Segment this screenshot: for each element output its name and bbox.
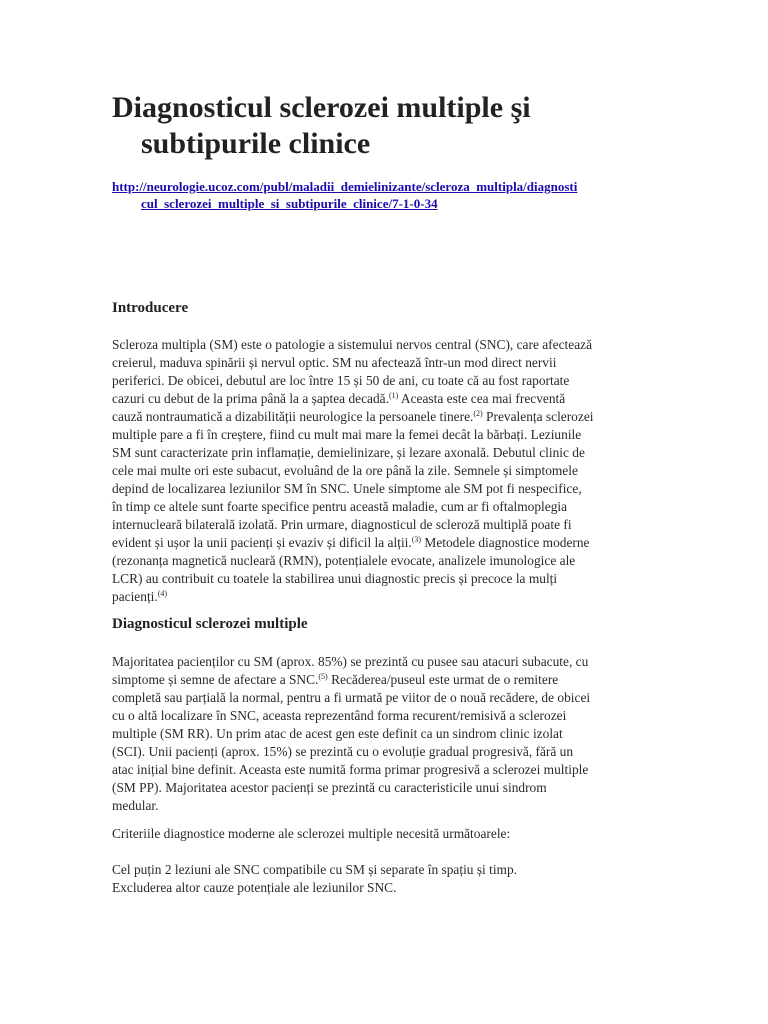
- text-line: creierul, maduva spinării și nervul optic. SM nu afectează într-un mod direct nervii: [112, 355, 557, 370]
- text-fragment: evident și ușor la unii pacienți și evaziv și dificil la alții.: [112, 535, 412, 550]
- text-fragment: cazuri cu debut de la prima până la a șaptea decadă.: [112, 391, 389, 406]
- reference-marker: (1): [388, 391, 399, 400]
- text-line: completă sau parțială la normal, pentru a fi urmată pe viitor de o nouă recădere, de obicei: [112, 690, 591, 705]
- text-line: multiple (SM RR). Un prim atac de acest gen este definit ca un sindrom clinic izolat: [112, 726, 563, 741]
- text-line: cele mai multe ori este subacut, evoluând de la ore până la zile. Semnele și simptomele: [112, 463, 578, 478]
- reference-marker: (4): [157, 589, 168, 598]
- title-line-1: Diagnosticul sclerozei multiple şi: [112, 91, 531, 124]
- reference-marker: (2): [473, 409, 483, 418]
- criteria-list: [112, 861, 657, 897]
- text-line: (SM PP). Majoritatea acestor pacienți se prezintă cu caracteristicile unui sindrom: [112, 780, 547, 795]
- text-line: internucleară bilaterală izolată. Prin urmare, diagnosticul de scleroză multiplă poate fi: [112, 517, 572, 532]
- text-line: Scleroza multipla (SM) este o patologie a sistemului nervos central (SNC), care afectează: [112, 337, 593, 352]
- text-line: Excluderea altor cauze potențiale ale leziunilor SNC.: [112, 880, 397, 895]
- text-line: atac inițial bine definit. Aceasta este numită forma primar progresivă a sclerozei multiple: [112, 762, 589, 777]
- text-line: (rezonanța magnetică nucleară (RMN), potențialele evocate, analizele imunologice ale: [112, 553, 576, 568]
- text-line: Cel puțin 2 leziuni ale SNC compatibile cu SM și separate în spațiu și timp.: [112, 862, 518, 877]
- text-line: Majoritatea pacienților cu SM (aprox. 85%) se prezintă cu pusee sau atacuri subacute, cu: [112, 654, 589, 669]
- text-fragment: cauză nontraumatică a dizabilității neurologice la persoanele tinere.: [112, 409, 474, 424]
- text-fragment: pacienți.: [112, 589, 158, 604]
- source-link-line-2[interactable]: cul_sclerozei_multiple_si_subtipurile_clinice/7-1-0-34: [141, 196, 438, 211]
- text-line: [112, 408, 657, 426]
- title-line-2: subtipurile clinice: [141, 127, 371, 160]
- text-line: Criteriile diagnostice moderne ale sclerozei multiple necesită următoarele:: [112, 826, 511, 841]
- text-line: [112, 671, 657, 689]
- source-link-line-1[interactable]: http://neurologie.ucoz.com/publ/maladii_demielinizante/scleroza_multipla/diagnosti: [112, 179, 578, 194]
- source-link[interactable]: [112, 178, 672, 212]
- text-line: medular.: [112, 798, 159, 813]
- text-line: periferici. De obicei, debutul are loc între 15 și 50 de ani, cu toate că au fost raportate: [112, 373, 570, 388]
- text-line: [112, 390, 657, 408]
- text-line: (SCI). Unii pacienți (aprox. 15%) se prezintă cu o evoluție gradual progresivă, fără un: [112, 744, 574, 759]
- reference-marker: (3): [411, 535, 422, 544]
- section-introducere-body: [112, 336, 657, 606]
- page-title: [112, 90, 672, 162]
- text-line: [112, 588, 657, 606]
- section-heading-introducere: Introducere: [112, 300, 189, 316]
- reference-marker: (5): [318, 672, 328, 681]
- text-fragment: Aceasta este cea mai frecventă: [398, 391, 566, 406]
- text-line: cu o altă localizare în SNC, aceasta reprezentând forma recurent/remisivă a sclerozei: [112, 708, 567, 723]
- text-line: SM sunt caracterizate prin inflamație, demielinizare, și lezare axonală. Debutul clinic de: [112, 445, 585, 460]
- text-fragment: Recăderea/puseul este urmat de o remitere: [327, 672, 559, 687]
- text-line: [112, 534, 657, 552]
- text-fragment: Metodele diagnostice moderne: [421, 535, 590, 550]
- section-diagnostic-body: [112, 653, 657, 815]
- section-heading-diagnostic: Diagnosticul sclerozei multiple: [112, 616, 308, 632]
- text-fragment: Prevalența sclerozei: [482, 409, 594, 424]
- text-line: multiple pare a fi în creștere, fiind cu mult mai mare la femei decât la bărbați. Leziunile: [112, 427, 582, 442]
- text-line: în timp ce altele sunt foarte specifice pentru această maladie, cum ar fi oftalmoplegia: [112, 499, 568, 514]
- criteria-intro: [112, 825, 657, 843]
- text-fragment: simptome și semne de afectare a SNC.: [112, 672, 319, 687]
- text-line: depind de localizarea leziunilor SM în SNC. Unele simptome ale SM pot fi nespecifice,: [112, 481, 582, 496]
- text-line: LCR) au contribuit cu toatele la stabilirea unui diagnostic precis și precoce la mulți: [112, 571, 558, 586]
